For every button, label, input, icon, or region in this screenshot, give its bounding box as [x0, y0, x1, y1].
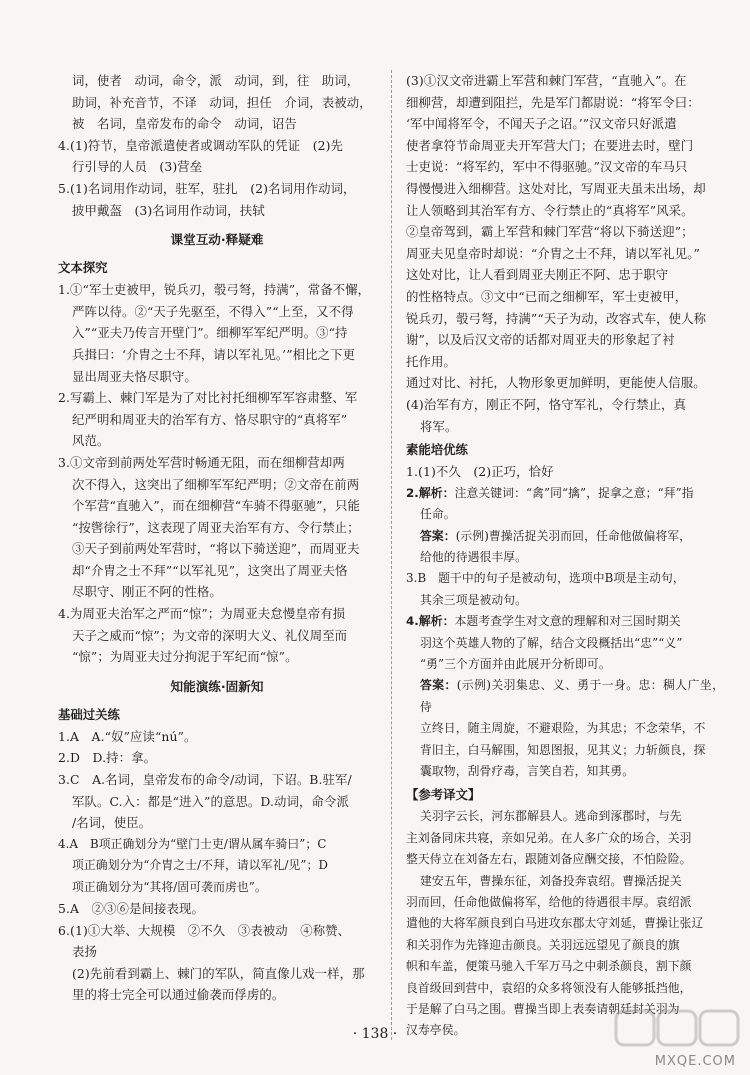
answer-line: 个军营“直驰入”，而在细柳营“车骑不得驱驰”，只能 [72, 498, 361, 514]
answer-line: 3.C A.名词，皇帝发布的命令/动词，下诏。B.驻军/ [58, 772, 352, 788]
answer-line: 细柳营，却遭到阻拦，先是军门都尉说：“将军令曰： [406, 94, 700, 110]
answer-line [406, 526, 724, 547]
answer-line: 3.①文帝到前两处军营时畅通无阻，而在细柳营却两 [58, 454, 345, 470]
translation-line: 汉寿亭侯。 [406, 1023, 466, 1038]
answer-line: 2.D D.持：拿。 [58, 750, 157, 766]
analysis-label: 2.解析： [406, 485, 455, 500]
answer-line: 里的将士完全可以通过偷袭而俘虏的。 [72, 987, 285, 1003]
answer-line: 羽这个英雄人物的了解，结合文段概括出“忠”“义” [420, 635, 683, 650]
answer-line: 托作用。 [406, 353, 456, 369]
answer-line: 1.A A.“奴”应读“nú”。 [58, 728, 197, 744]
subheading-text-study: 文本探究 [58, 260, 108, 276]
translation-line: 遣他的大将军颜良到白马进攻东郡太守刘延，曹操让张辽 [406, 916, 704, 931]
answer-line: “按辔徐行”，这表现了周亚夫治军有方、令行禁止； [72, 519, 360, 535]
section-title-classroom: 课堂互动·释疑难 [170, 232, 264, 248]
answer-label: 答案： [420, 528, 456, 543]
analysis-text: 注意关键词：“禽”同“擒”，捉拿之意；“拜”指 [454, 485, 694, 500]
reference-translation-title: 【参考译文】 [406, 787, 481, 803]
answer-line: 风范。 [72, 433, 110, 449]
answer-line: /名词，使臣。 [72, 815, 152, 831]
column-divider [391, 70, 392, 1040]
translation-line: 于是解了白马之围。曹操当即上表奏请朝廷封关羽为 [406, 1002, 680, 1017]
answer-line: 4.为周亚夫治军之严而“惊”；为周亚夫怠慢皇帝有损 [58, 606, 346, 622]
watermark-site: MXQE.COM [654, 1054, 736, 1069]
answer-line: 尽职守、刚正不阿的性格。 [72, 584, 222, 600]
answer-line: 项正确划分为“其将/固可袭而虏也”。 [72, 879, 267, 894]
translation-line: 帜和车盖，便策马驰入千军万马之中刺杀颜良，割下颜 [406, 959, 692, 974]
answer-line: 使者拿符节命周亚夫开军营大门；在要进去时，壁门 [406, 137, 694, 153]
answer-line [406, 675, 724, 718]
text-line: 词，使者 动词，命令，派 动词，到，往 助词， [72, 73, 360, 88]
answer-line: “惊”；为周亚夫过分拘泥于军纪而“惊”。 [72, 649, 298, 665]
answer-line: (4)治军有方，刚正不阿，恪守军礼，令行禁止，真 [406, 396, 687, 412]
answer-line: 将军。 [420, 418, 458, 434]
answer-line: 通过对比、衬托，人物形象更加鲜明，更能使人信服。 [406, 375, 706, 391]
answer-line: 却“介胄之士不拜”“以军礼见”，这突出了周亚夫恪 [72, 562, 348, 578]
answer-line: 5.(1)名词用作动词，驻军，驻扎 (2)名词用作动词， [58, 180, 356, 196]
translation-line: 和关羽作为先锋迎击颜良。关羽远远望见了颜良的旗 [406, 937, 680, 952]
answer-line: 披甲戴盔 (3)名词用作动词，扶轼 [72, 202, 265, 218]
answer-line: 给他的待遇很丰厚。 [420, 549, 528, 564]
answer-line: 任命。 [420, 507, 456, 522]
answer-line: 让人领略到其治军有方、令行禁止的“真将军”风采。 [406, 202, 694, 218]
analysis-text: 本题考查学生对文意的理解和对三国时期关 [454, 614, 681, 629]
answer-line: (2)先前看到霸上、棘门的军队，简直像儿戏一样，那 [72, 965, 365, 981]
answer-line: 军队。C.入：都是“进入”的意思。D.动词，命令派 [72, 793, 349, 809]
answer-line: 的性格特点。③文中“已而之细柳军，军士吏被甲， [406, 288, 688, 304]
right-column [406, 70, 724, 1042]
answer-label: 答案： [420, 678, 457, 693]
answer-line: 2.写霸上、棘门军是为了对比衬托细柳军军容肃整、军 [58, 390, 358, 406]
left-column [58, 70, 376, 1006]
answer-line: 表扬 [72, 944, 97, 960]
answer-line: “勇”三个方面并由此展开分析即可。 [420, 656, 611, 671]
answer-line: 3.B 题干中的句子是被动句，选项中B项是主动句， [406, 571, 685, 586]
answer-line: 行引导的人员 (3)营垒 [72, 159, 203, 175]
translation-line: 主刘备同床共寝，亲如兄弟。在人多广众的场合，关羽 [406, 830, 692, 845]
answer-line: 5.A ②③⑥是间接表现。 [58, 901, 204, 917]
answer-line: 这处对比，让人看到周亚夫刚正不阿、忠于职守 [406, 267, 669, 283]
answer-line: (3)①汉文帝进霸上军营和棘门军营，“直驰入”。在 [406, 73, 687, 88]
answer-line: 显出周亚夫恪尽职守。 [72, 368, 197, 384]
answer-text: (示例)关羽集忠、义、勇于一身。忠：稠人广坐，侍 [420, 678, 724, 714]
answer-line: 兵揖曰：‘介胄之士不拜，请以军礼见。’”相比之下更 [72, 346, 356, 362]
answer-line: 其余三项是被动句。 [420, 592, 528, 607]
analysis-label: 4.解析： [406, 614, 455, 629]
subheading-quality: 素能培优练 [406, 442, 468, 458]
answer-line: 项正确划分为“介胄之士/不拜，请以军礼/见”；D [72, 858, 329, 873]
answer-line: 锐兵刃，彀弓弩，持满”“天子为动，改容式车，使人称 [406, 310, 707, 326]
section-title-practice: 知能演练·固新知 [170, 678, 264, 694]
watermark-logo-icon [614, 1005, 740, 1061]
text-line: 被 名词，皇帝发布的命令 动词，诏告 [72, 116, 297, 132]
answer-text: (示例)曹操活捉关羽而回，任命他做偏将军， [455, 528, 692, 543]
answer-line: 背旧主，白马解围，知恩图报，见其义；力斩颜良，探 [420, 742, 706, 757]
answer-line: 4.A B项正确划分为“壁门士吏/谓从属车骑曰”；C [58, 836, 327, 851]
answer-line: 入”“亚夫乃传言开壁门”。细柳军军纪严明。③“持 [72, 325, 348, 341]
answer-line: ‘军中闻将军令，不闻天子之诏。’”汉文帝只好派遣 [406, 116, 677, 132]
translation-line: 关羽字云长，河东郡解县人。逃命到涿郡时，与先 [420, 809, 682, 824]
answer-line: 4.(1)符节，皇帝派遣使者或调动军队的凭证 (2)先 [58, 137, 344, 153]
translation-line: 整天侍立在刘备左右，跟随刘备应酬交接，不怕险险。 [406, 852, 692, 867]
answer-line: 6.(1)①大举、大规模 ②不久 ③表被动 ④称赞、 [58, 922, 351, 938]
translation-line: 建安五年，曹操东征，刘备投奔袁绍。曹操活捉关 [420, 873, 682, 888]
answer-line [406, 483, 724, 504]
answer-line: ③天子到前两处军营时，“将以下骑送迎”，而周亚夫 [72, 541, 360, 557]
page-number: · 138 · [352, 1026, 398, 1042]
answer-line: 囊取物，刮骨疗毒，言笑自若，知其勇。 [420, 763, 635, 778]
answer-line: 得慢慢进入细柳营。这处对比，写周亚夫虽未出场，却 [406, 180, 706, 196]
answer-line: 谢”，以及后汉文帝的话都对周亚夫的形象起了衬 [406, 332, 675, 348]
translation-line: 良首级回到营中，袁绍的众多将领没有人能够抵挡他， [406, 980, 692, 995]
translation-line: 羽而回，任命他做偏将军，给他的待遇很丰厚。袁绍派 [406, 895, 692, 909]
answer-line: 士吏说：“将军约，军中不得驱驰。”汉文帝的车马只 [406, 159, 688, 175]
answer-line: 立终日，随主周旋，不避艰险，为其忠；不念荣华，不 [420, 721, 706, 736]
answer-line [406, 611, 724, 632]
subheading-basic: 基础过关练 [58, 706, 120, 722]
answer-line: 严阵以待。②“天子先驱至，不得入”“上至，又不得 [72, 303, 354, 319]
answer-line: 天子之威而“惊”；为文帝的深明大义、礼仪周至而 [72, 627, 348, 643]
text-line: 助词，补充音节，不译 动词，担任 介词，表被动， [72, 94, 372, 110]
answer-line: ②皇帝驾到，霸上军营和棘门军营“将以下骑送迎”； [406, 224, 694, 240]
answer-line: 1.①“军士吏被甲，锐兵刃，彀弓弩，持满”，常备不懈， [58, 282, 371, 298]
answer-line: 次不得入，这突出了细柳军军纪严明；②文帝在前两 [72, 476, 360, 492]
answer-line: 周亚夫见皇帝时却说：“介胄之士不拜，请以军礼见。” [406, 245, 700, 261]
answer-line: 1.(1)不久 (2)正巧，恰好 [406, 464, 554, 480]
answer-line: 纪严明和周亚夫的治军有方、恪尽职守的“真将军” [72, 411, 348, 427]
